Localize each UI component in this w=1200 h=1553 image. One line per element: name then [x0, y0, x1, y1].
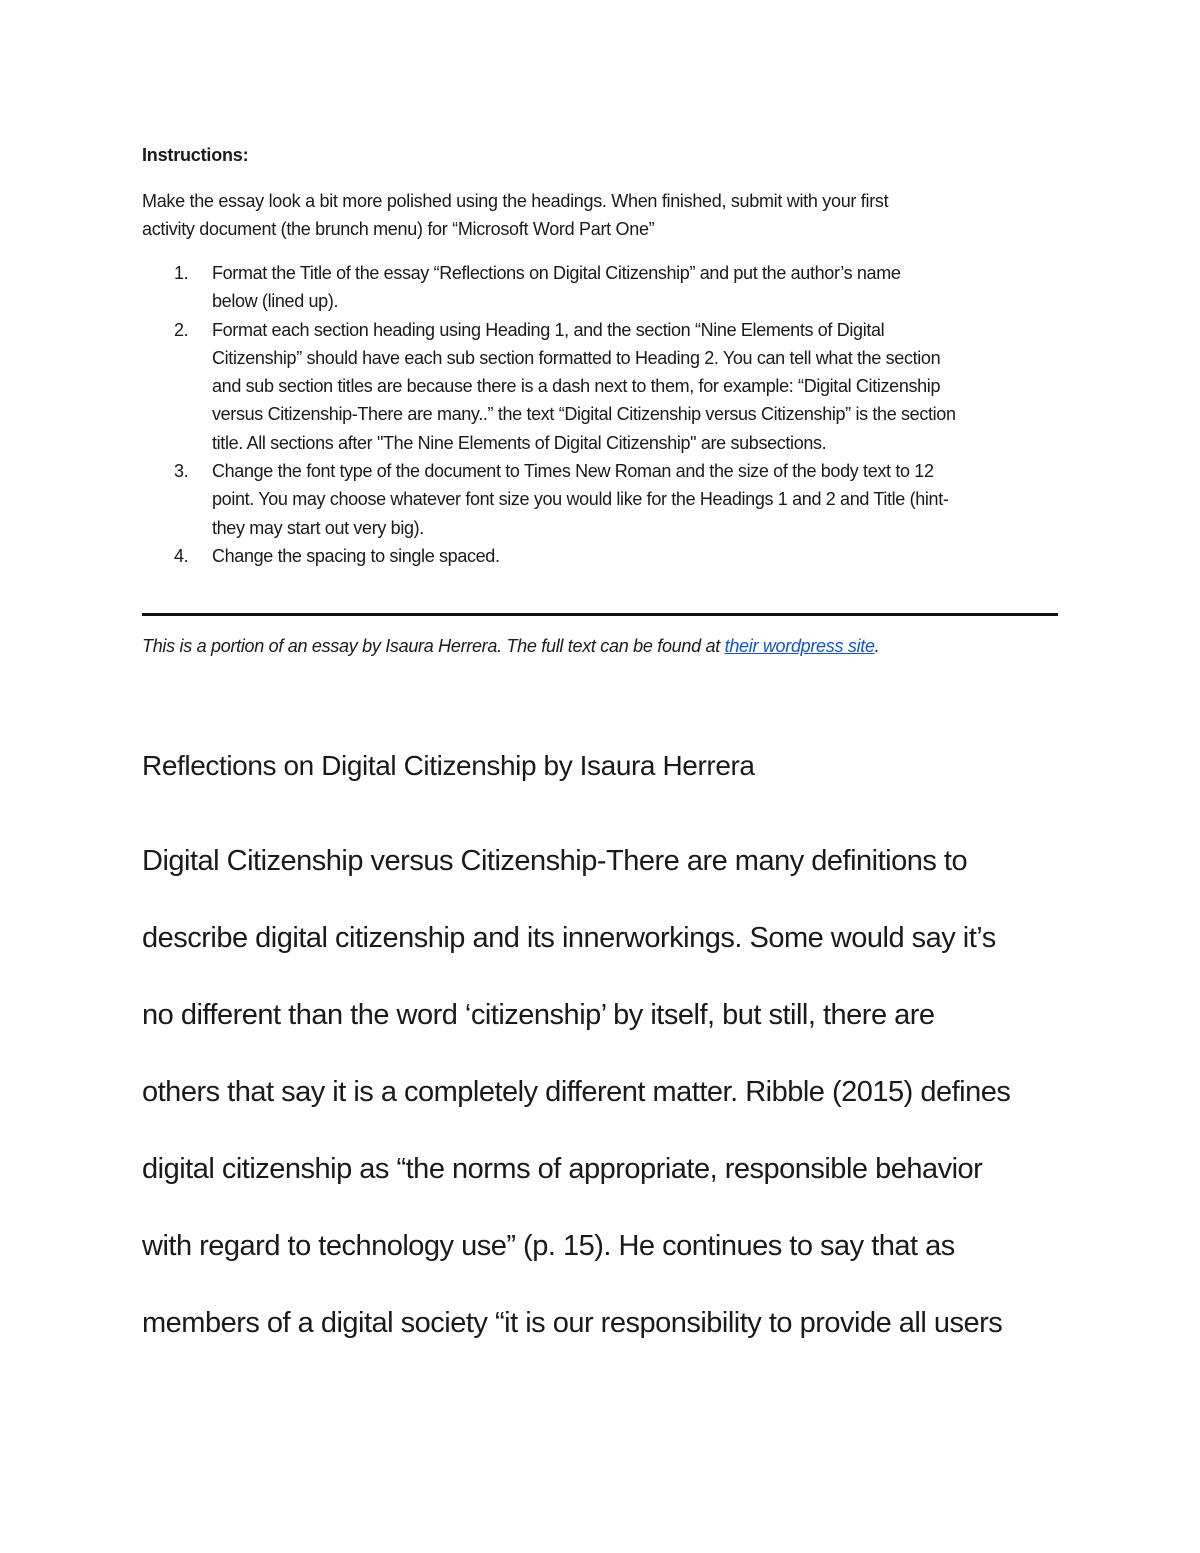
essay-line: with regard to technology use” (p. 15). He continues to say that as — [142, 1230, 955, 1262]
list-item-line: versus Citizenship-There are many..” the text “Digital Citizenship versus Citizenship” is the section — [212, 404, 956, 425]
instructions-list — [142, 259, 1062, 570]
attribution-note — [142, 636, 879, 657]
instructions-heading: Instructions: — [142, 145, 249, 165]
essay-line: describe digital citizenship and its innerworkings. Some would say it’s — [142, 922, 996, 954]
list-item — [142, 457, 1062, 542]
list-item — [142, 259, 1062, 316]
intro-line: activity document (the brunch menu) for “Microsoft Word Part One” — [142, 219, 655, 239]
attribution-text: This is a portion of an essay by Isaura Herrera. The full text can be found at — [142, 636, 725, 656]
essay-body — [142, 832, 1062, 1371]
list-item-line: title. All sections after "The Nine Elements of Digital Citizenship" are subsections. — [212, 432, 827, 453]
list-item-line: Change the spacing to single spaced. — [212, 545, 500, 566]
essay-line: Digital Citizenship versus Citizenship-There are many definitions to — [142, 845, 968, 877]
instructions-intro — [142, 187, 1042, 243]
list-item-line: they may start out very big). — [212, 517, 424, 538]
essay-line: others that say it is a completely different matter. Ribble (2015) defines — [142, 1076, 1011, 1108]
essay-line: no different than the word ‘citizenship’ by itself, but still, there are — [142, 999, 935, 1031]
list-number: 2. — [174, 319, 189, 340]
essay-line: digital citizenship as “the norms of appropriate, responsible behavior — [142, 1153, 983, 1185]
wordpress-site-link[interactable]: their wordpress site — [724, 636, 875, 656]
essay-title: Reflections on Digital Citizenship by Isaura Herrera — [142, 750, 755, 781]
list-item-line: below (lined up). — [212, 291, 339, 312]
horizontal-rule — [142, 613, 1058, 616]
list-number: 4. — [174, 545, 189, 566]
list-item — [142, 316, 1062, 457]
essay-line: members of a digital society “it is our responsibility to provide all users — [142, 1307, 1003, 1339]
attribution-period: . — [874, 636, 880, 656]
list-number: 3. — [174, 461, 189, 482]
list-item-line: Change the font type of the document to Times New Roman and the size of the body text to 12 — [212, 461, 934, 482]
list-number: 1. — [174, 263, 189, 283]
list-item — [142, 542, 1062, 570]
list-item-line: and sub section titles are because there is a dash next to them, for example: “Digital Citizenship — [212, 376, 941, 397]
list-item-line: Citizenship” should have each sub section formatted to Heading 2. You can tell what the section — [212, 347, 941, 368]
intro-line: Make the essay look a bit more polished using the headings. When finished, submit with your first — [142, 191, 889, 211]
list-item-line: Format the Title of the essay “Reflections on Digital Citizenship” and put the author’s name — [212, 263, 901, 283]
list-item-line: point. You may choose whatever font size you would like for the Headings 1 and 2 and Title (hint- — [212, 489, 949, 510]
list-item-line: Format each section heading using Heading 1, and the section “Nine Elements of Digital — [212, 319, 885, 340]
